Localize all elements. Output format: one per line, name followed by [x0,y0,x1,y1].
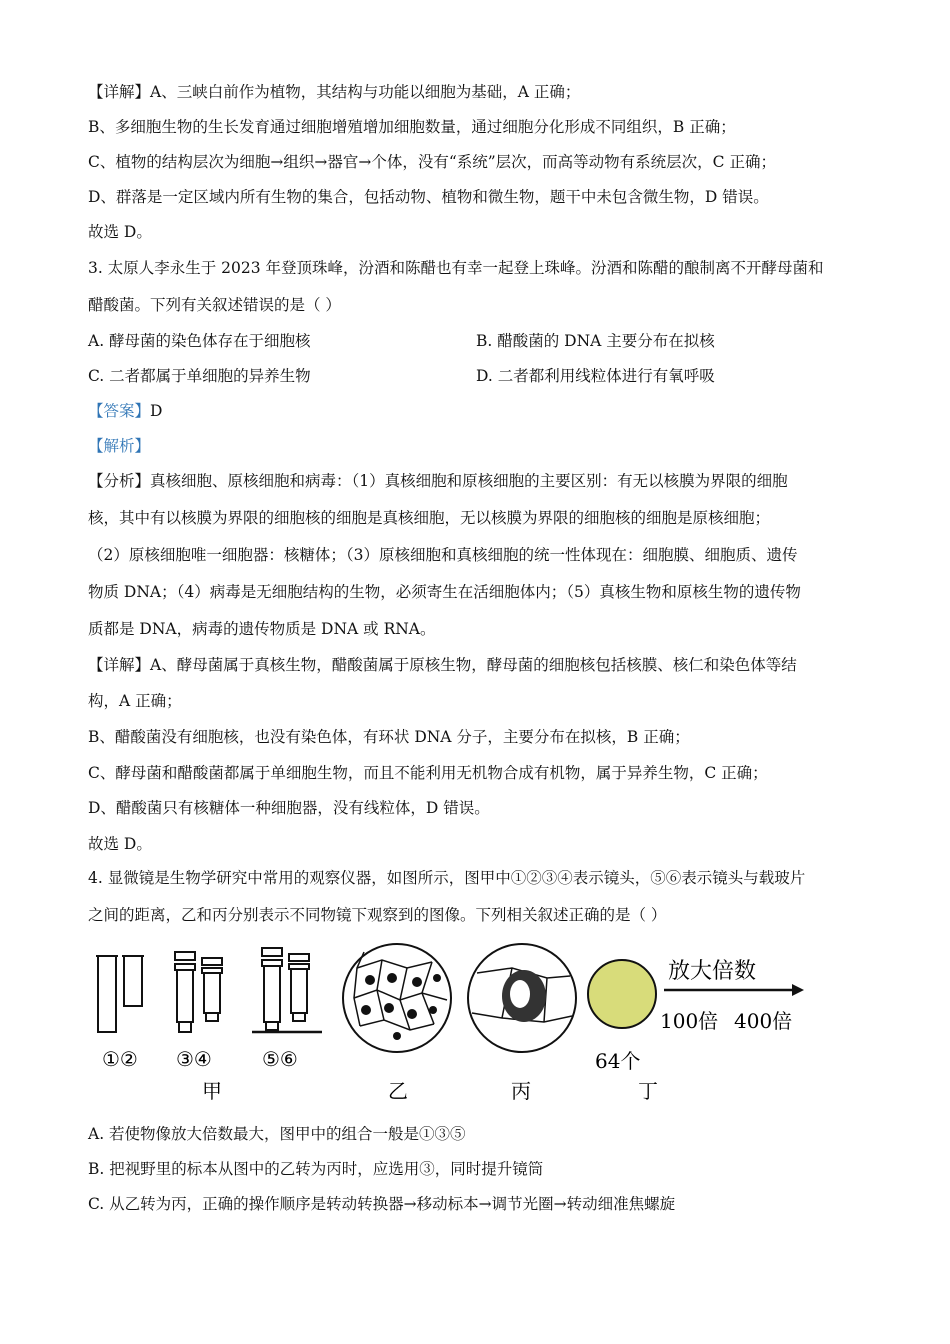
panel-bing-label: 丙 [511,1079,531,1103]
text-line: D、群落是一定区域内所有生物的集合，包括动物、植物和微生物，题干中未包含微生物，D 错误。 [88,188,769,206]
answer-row [88,401,162,421]
objective-lens-3 [175,952,195,1032]
detail-line: B、醋酸菌没有细胞核，也没有染色体，有环状 DNA 分子，主要分布在拟核，B 正确； [88,728,690,746]
answer-value: D [150,402,163,420]
answer-label: 【答案】 [88,402,151,420]
detail-line: C、酵母菌和醋酸菌都属于单细胞生物，而且不能利用无机物合成有机物，属于异养生物，C 正确； [88,764,768,782]
analysis-line: （2）原核细胞唯一细胞器：核糖体；（3）原核细胞和真核细胞的统一性体现在：细胞膜、细胞质、遗传 [88,546,798,564]
question-4-stem: 4. 显微镜是生物学研究中常用的观察仪器，如图所示，图甲中①②③④表示镜头，⑤⑥表示镜头与载玻片 [88,869,806,887]
cell-count-label: 64个 [595,1049,641,1073]
analysis-line: 质都是 DNA，病毒的遗传物质是 DNA 或 RNA。 [88,620,436,638]
q3-option-b: B. 醋酸菌的 DNA 主要分布在拟核 [476,332,715,350]
eyepiece-lens-2 [122,956,144,1006]
q4-option-a: A. 若使物像放大倍数最大，图甲中的组合一般是①③⑤ [88,1125,466,1143]
question-3-stem: 醋酸菌。下列有关叙述错误的是（ ） [88,296,341,314]
text-line: 故选 D。 [88,223,152,241]
lens-label-12: ①② [102,1047,138,1071]
yi-nuclei [361,973,441,1040]
q3-option-d: D. 二者都利用线粒体进行有氧呼吸 [476,367,715,385]
panel-jia-label: 甲 [202,1079,222,1103]
analysis-line: 物质 DNA；（4）病毒是无细胞结构的生物，必须寄生在活细胞体内；（5）真核生物和原核生物的遗传物 [88,583,801,601]
detail-line: 构，A 正确； [88,692,182,710]
text-line: C、植物的结构层次为细胞→组织→器官→个体，没有“系统”层次，而高等动物有系统层次，C 正确； [88,153,776,171]
question-4-stem: 之间的距离，乙和丙分别表示不同物镜下观察到的图像。下列相关叙述正确的是（ ） [88,906,667,924]
detail-line: D、醋酸菌只有核糖体一种细胞器，没有线粒体，D 错误。 [88,799,490,817]
question-3-stem: 3. 太原人李永生于 2023 年登顶珠峰，汾酒和陈醋也有幸一起登上珠峰。汾酒和陈醋的酿制离不开酵母菌和 [88,259,824,277]
detail-line: 故选 D。 [88,835,152,853]
lens-label-56: ⑤⑥ [262,1047,298,1071]
q4-option-c: C. 从乙转为丙，正确的操作顺序是转动转换器→移动标本→调节光圈→转动细准焦螺旋 [88,1195,676,1213]
q4-option-b: B. 把视野里的标本从图中的乙转为丙时，应选用③，同时提升镜筒 [88,1160,544,1178]
eyepiece-lens-1 [96,956,118,1032]
arrow-head [792,984,804,996]
objective-lens-4 [202,958,222,1021]
analysis-label: 【解析】 [88,437,151,455]
magnify-title: 放大倍数 [668,959,757,984]
mag-high-label: 400倍 [734,1009,793,1033]
q3-option-c: C. 二者都属于单细胞的异养生物 [88,367,311,385]
yi-cell-walls [354,952,447,1030]
objective-distance-6 [289,954,309,1021]
lens-label-34: ③④ [176,1047,212,1071]
microscope-figure [92,938,812,1108]
analysis-line: 【分析】真核细胞、原核细胞和病毒：（1）真核细胞和原核细胞的主要区别：有无以核膜为界限的细胞 [88,472,788,490]
panel-yi-label: 乙 [388,1079,408,1103]
view-ding-circle [588,960,656,1028]
q3-option-a: A. 酵母菌的染色体存在于细胞核 [88,332,311,350]
analysis-line: 核，其中有以核膜为界限的细胞核的细胞是真核细胞，无以核膜为界限的细胞核的细胞是原核细胞； [88,509,771,527]
detail-line: 【详解】A、酵母菌属于真核生物，醋酸菌属于原核生物，酵母菌的细胞核包括核膜、核仁和染色体等结 [88,656,797,674]
text-line: B、多细胞生物的生长发育通过细胞增殖增加细胞数量，通过细胞分化形成不同组织，B 正确； [88,118,736,136]
mag-low-label: 100倍 [660,1009,719,1033]
objective-distance-5 [262,948,282,1030]
text-line: 【详解】A、三峡白前作为植物，其结构与功能以细胞为基础，A 正确； [88,83,581,101]
panel-ding-label: 丁 [638,1079,658,1103]
